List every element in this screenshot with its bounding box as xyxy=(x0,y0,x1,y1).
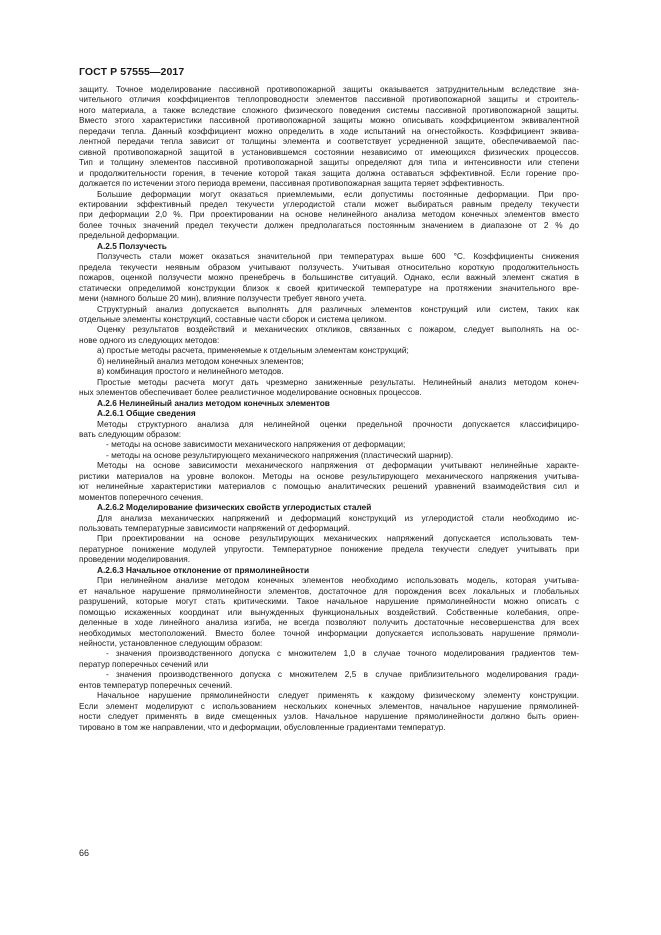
section-heading: А.2.6.3 Начальное отклонение от прямолинейности xyxy=(97,564,310,575)
text-line: лентной передачи тепла зависит от толщины элемента и соответствует усредненной защите, обеспечиваемой пас- xyxy=(79,136,579,147)
text-line: при деформации 2,0 %. При проектировании на основе нелинейного анализа методом конечных элементов вместо xyxy=(79,209,579,220)
text-line: а) простые методы расчета, применяемые к отдельным элементам конструкций; xyxy=(97,345,409,356)
text-line: нейности, установленное следующим образом: xyxy=(79,638,263,649)
text-line: деленные в ходе линейного анализа изгиба, не всегда позволяют получить достаточные несовершенства для всех xyxy=(79,617,579,628)
text-line: б) нелинейный анализ методом конечных элементов; xyxy=(97,355,304,366)
text-line: пользовать температурные зависимости напряжений от деформаций. xyxy=(79,523,350,534)
text-line: должается по истечении этого периода времени, пассивная противопожарная защита теряет эффективность. xyxy=(79,178,505,189)
text-line: Для анализа механических напряжений и деформаций конструкций из углеродистой стали необходимо ис- xyxy=(97,512,579,523)
text-line: сивной противопожарной защитой в установившемся состоянии независимо от имеющихся физических процессов. xyxy=(79,146,579,157)
section-heading: А.2.5 Ползучесть xyxy=(97,240,167,251)
section-heading: А.2.6.1 Общие сведения xyxy=(97,408,196,419)
text-line: Структурный анализ допускается выполнять для различных элементов конструкций или систем, таких как xyxy=(97,303,579,314)
text-line: Ползучесть стали может оказаться значительной при температурах выше 600 °С. Коэффициенты снижения xyxy=(97,251,579,262)
text-line: Начальное нарушение прямолинейности следует применять к каждому физическому элементу конструкции. xyxy=(97,690,579,701)
text-line: ентов температур поперечных сечений. xyxy=(79,679,233,690)
text-line: Большие деформации могут оказаться приемлемыми, если допустимы постоянные деформации. При про- xyxy=(97,188,579,199)
document-body xyxy=(79,84,579,732)
text-line: и продолжительности горения, в течение которой такая защита должна оставаться эффективной. Если горение про- xyxy=(79,167,579,178)
text-line: предела текучести неявным образом учитывают ползучесть. Учитывая относительно короткую продолжительность xyxy=(79,261,579,272)
text-line: ных элементов обеспечивает более реалистичное моделирование основных процессов. xyxy=(79,387,422,398)
text-line: пожаров, оценкой ползучести можно пренебречь в большинстве ситуаций. Однако, если важный элемент сжатия в xyxy=(79,272,579,283)
text-line: передачи тепла. Данный коэффициент можно определить в ходе испытаний на огнестойкость. Коэффициент эквива- xyxy=(79,125,579,136)
text-line: ности следует применять в виде смещенных узлов. Начальное нарушение прямолинейности должно быть ориен- xyxy=(79,711,579,722)
text-line: тировано в том же направлении, что и деформации, обусловленные градиентами температур. xyxy=(79,721,446,732)
text-line: ператур поперечных сечений или xyxy=(79,658,209,669)
text-line: ного материала, а также вследствие сложного физического поведения системы пассивной противопожарной защиты. xyxy=(79,104,579,115)
text-line: вать следующим образом: xyxy=(79,428,182,439)
text-line: ристики материалов на уровне волокон. Методы на основе результирующего механического напряжения учитыва- xyxy=(79,470,579,481)
text-line: проведении моделирования. xyxy=(79,554,191,565)
text-line: - методы на основе результирующего механического напряжения (пластический шарнир). xyxy=(106,449,454,460)
text-line: чительного отличия коэффициентов теплопроводности элементов пассивной противопожарной защиты и строитель- xyxy=(79,94,579,105)
text-line: Тип и толщину элементов пассивной противопожарной защиты определяют для типа и интенсивности или степени xyxy=(79,157,579,168)
section-heading: А.2.6.2 Моделирование физических свойств углеродистых сталей xyxy=(97,502,372,513)
text-line: Вместо этого характеристики пассивной противопожарной защиты можно описывать коэффициентом эквивалентной xyxy=(79,115,579,126)
text-line: Простые методы расчета могут дать чрезмерно заниженные результаты. Нелинейный анализ методом конеч- xyxy=(97,376,579,387)
text-line: ектировании эффективный предел текучести углеродистой стали может выбираться равным пределу текучести xyxy=(79,198,579,209)
text-line: разрушений, которые могут стать критическими. Такое начальное нарушение прямолинейности можно описать с xyxy=(79,596,579,607)
text-line: При нелинейном анализе методом конечных элементов необходимо использовать модель, которая учитыва- xyxy=(97,575,579,586)
text-line: ют нелинейные характеристики материалов с помощью аналитических решений уравнений взаимодействия сил и xyxy=(79,481,579,492)
section-heading: А.2.6 Нелинейный анализ методом конечных элементов xyxy=(97,397,330,408)
text-line: предельной деформации. xyxy=(79,230,180,241)
text-line: отдельные элементы конструкций, составные части сборок и система целиком. xyxy=(79,313,387,324)
text-line: статически определимой конструкции близок к своей критической температуре на протяжении значительного вре- xyxy=(79,282,579,293)
text-line: мени (намного больше 20 мин), влияние ползучести требует явного учета. xyxy=(79,293,367,304)
text-line: необходимых местоположений. Вместо более точной информации допускается использовать нарушение прямоли- xyxy=(79,627,579,638)
text-line: Методы структурного анализа для нелинейной оценки предельной прочности допускается классифициро- xyxy=(97,418,579,429)
text-line: нове одного из следующих методов: xyxy=(79,334,220,345)
text-line: Оценку результатов воздействий и механических откликов, связанных с пожаром, следует выполнять на ос- xyxy=(97,324,579,335)
document-header-title: ГОСТ Р 57555—2017 xyxy=(79,66,185,78)
text-line: более точных значений предел текучести должен предполагаться постоянным значением в диапазоне от 2 % до xyxy=(79,219,579,230)
text-line: При проектировании на основе результирующих механических напряжений допускается использовать тем- xyxy=(97,533,579,544)
page-number: 66 xyxy=(79,848,90,858)
text-line: Методы на основе зависимости механического напряжения от деформации учитывают нелинейные характе- xyxy=(97,460,579,471)
text-line: - методы на основе зависимости механического напряжения от деформации; xyxy=(106,439,406,450)
text-line: защиту. Точное моделирование пассивной противопожарной защиты оказывается затруднительным вследствие зна- xyxy=(79,84,579,94)
text-line: Если элемент моделируют с использованием нескольких конечных элементов, начальное нарушение прямолиней- xyxy=(79,700,579,711)
text-line: - значения производственного допуска с множителем 2,5 в случае приблизительного моделирования гради- xyxy=(106,669,579,680)
text-line: пературное понижение модулей упругости. Температурное понижение предела текучести следует учитывать при xyxy=(79,543,579,554)
text-line: моментов поперечного сечения. xyxy=(79,491,204,502)
text-line: - значения производственного допуска с множителем 1,0 в случае точного моделирования градиентов тем- xyxy=(106,648,579,659)
text-line: в) комбинация простого и нелинейного методов. xyxy=(97,366,284,377)
text-line: ет начальное нарушение прямолинейности элементов, достаточное для порождения всех локальных и глобальных xyxy=(79,585,579,596)
text-line: помощью искаженных координат или вынужденных функциональных воздействий. Собственные колебания, опре- xyxy=(79,606,579,617)
